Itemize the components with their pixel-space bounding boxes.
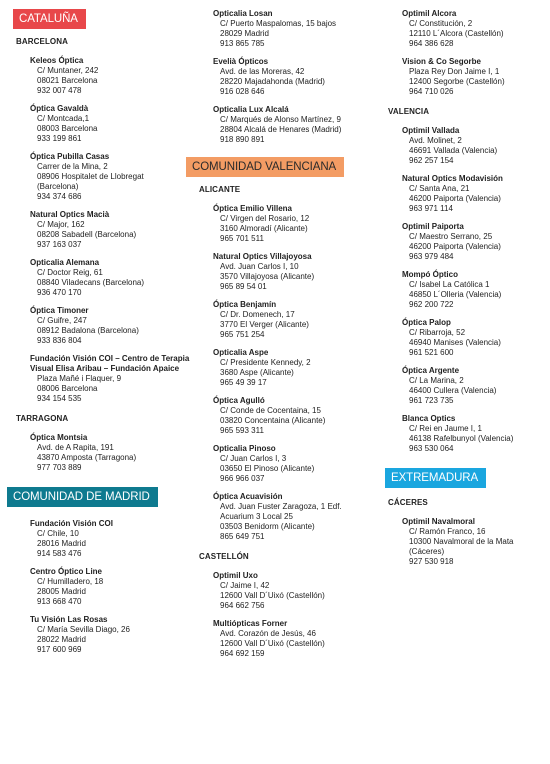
store-address-line: C/ Maestro Serrano, 25 (409, 232, 493, 241)
store-entry (402, 222, 545, 262)
entry-list (385, 9, 545, 97)
store-address-line: 28022 Madrid (37, 635, 86, 644)
store-entry (402, 126, 545, 166)
store-address-line: 08003 Barcelona (37, 124, 98, 133)
store-address-line: C/ María Sevilla Diago, 26 (37, 625, 130, 634)
store-entry (402, 517, 545, 567)
store-address-line: Avd. de las Moreras, 42 (220, 67, 305, 76)
store-entry (30, 433, 198, 473)
store-address-line: C/ Ramón Franco, 16 (409, 527, 486, 536)
store-address-line: 964 662 756 (220, 601, 265, 610)
store-address-line: C/ Dr. Domenech, 17 (220, 310, 295, 319)
store-address-line: C/ La Marina, 2 (409, 376, 464, 385)
store-entry (30, 152, 198, 202)
store-name: Vision & Co Segorbe (402, 57, 481, 66)
store-address-line: 964 710 026 (409, 87, 454, 96)
entry-list (196, 571, 376, 659)
store-address-line: Plaza Rey Don Jaime I, 1 (409, 67, 500, 76)
store-name: Óptica Emilio Villena (213, 204, 292, 213)
store-address-line: Avd. Corazón de Jesús, 46 (220, 629, 316, 638)
entry-list (385, 517, 545, 567)
store-address-line: 916 028 646 (220, 87, 265, 96)
store-address-line: 3680 Aspe (Alicante) (220, 368, 294, 377)
store-name: Optimil Paiporta (402, 222, 464, 231)
store-entry (402, 366, 545, 406)
store-address-line: 962 257 154 (409, 156, 454, 165)
store-address-line: 961 723 735 (409, 396, 454, 405)
store-address-line: 914 583 476 (37, 549, 82, 558)
store-address-line: 937 163 037 (37, 240, 82, 249)
store-address-line: C/ Conde de Cocentaina, 15 (220, 406, 321, 415)
store-address-line: 28016 Madrid (37, 539, 86, 548)
store-entry (30, 258, 198, 298)
store-name: Opticalia Losan (213, 9, 273, 18)
store-entry (30, 567, 198, 607)
store-entry (30, 519, 198, 559)
store-address-line: C/ Juan Carlos I, 3 (220, 454, 287, 463)
store-entry (213, 444, 376, 484)
store-entry (213, 57, 376, 97)
store-address-line: 12600 Vall D´Uixó (Castellón) (220, 639, 325, 648)
store-address-line: 965 593 311 (220, 426, 264, 435)
store-entry (402, 57, 545, 97)
store-address-line: 961 521 600 (409, 348, 454, 357)
store-address-line: 28005 Madrid (37, 587, 86, 596)
store-name: Óptica Timoner (30, 306, 89, 315)
store-address-line: Avd. de A Rapita, 191 (37, 443, 114, 452)
store-address-line: C/ Virgen del Rosario, 12 (220, 214, 310, 223)
store-address-line: 965 701 511 (220, 234, 264, 243)
store-address-line: 46138 Rafelbunyol (Valencia) (409, 434, 514, 443)
store-entry (213, 619, 376, 659)
store-address-line: 917 600 969 (37, 645, 82, 654)
store-address-line: Avd. Juan Fuster Zaragoza, 1 Edf. (220, 502, 342, 511)
store-name: Óptica Gavaldà (30, 104, 89, 113)
store-address-line: 08021 Barcelona (37, 76, 98, 85)
province-heading-tarragona: TARRAGONA (16, 414, 69, 423)
store-name: Óptica Argente (402, 366, 460, 375)
store-address-line: 46691 Vallada (Valencia) (409, 146, 498, 155)
store-address-line: 936 470 170 (37, 288, 82, 297)
store-address-line: 46850 L´Olleria (Valencia) (409, 290, 502, 299)
store-name: Natural Optics Villajoyosa (213, 252, 312, 261)
store-name: Óptica Pubilla Casas (30, 152, 110, 161)
store-name: Mompó Óptico (402, 270, 458, 279)
store-entry (213, 348, 376, 388)
store-name: Centro Óptico Line (30, 567, 102, 576)
store-address-line: 963 530 064 (409, 444, 454, 453)
store-address-line: Acuarium 3 Local 25 (220, 512, 293, 521)
store-address-line: 966 966 037 (220, 474, 265, 483)
store-name: Óptica Agulló (213, 396, 265, 405)
store-entry (30, 210, 198, 250)
region-heading-cataluna: CATALUÑA (13, 9, 86, 29)
entry-list (13, 519, 198, 655)
store-address-line: 08906 Hospitalet de Llobregat (37, 172, 144, 181)
store-address-line: 977 703 889 (37, 463, 82, 472)
store-entry (30, 104, 198, 144)
column-2 (192, 9, 376, 667)
store-address-line: 933 199 861 (37, 134, 82, 143)
store-address-line: 03650 El Pinoso (Alicante) (220, 464, 315, 473)
store-entry (213, 204, 376, 244)
store-entry (213, 9, 376, 49)
store-address-line: 963 971 114 (409, 204, 453, 213)
column-1 (13, 9, 198, 663)
province-heading-castellon: CASTELLÓN (199, 552, 249, 561)
store-address-line: C/ Constitución, 2 (409, 19, 473, 28)
store-name: Natural Optics Macià (30, 210, 110, 219)
store-address-line: Carrer de la Mina, 2 (37, 162, 108, 171)
store-address-line: 46200 Paiporta (Valencia) (409, 242, 501, 251)
store-name: Keleos Óptica (30, 56, 84, 65)
store-address-line: C/ Isabel La Católica 1 (409, 280, 490, 289)
store-address-line: 12400 Segorbe (Castellón) (409, 77, 505, 86)
store-name: Opticalia Alemana (30, 258, 100, 267)
store-address-line: 962 200 722 (409, 300, 454, 309)
entry-list (196, 9, 376, 145)
store-address-line: 28220 Majadahonda (Madrid) (220, 77, 325, 86)
region-heading-madrid: COMUNIDAD DE MADRID (7, 487, 158, 507)
store-entry (402, 174, 545, 214)
store-entry (213, 105, 376, 145)
store-name: Multiópticas Forner (213, 619, 288, 628)
store-address-line: C/ Presidente Kennedy, 2 (220, 358, 311, 367)
store-address-line: 10300 Navalmoral de la Mata (409, 537, 514, 546)
store-address-line: Plaza Mañé i Flaquer, 9 (37, 374, 122, 383)
store-address-line: (Cáceres) (409, 547, 445, 556)
store-address-line: Avd. Juan Carlos I, 10 (220, 262, 299, 271)
store-address-line: 46940 Manises (Valencia) (409, 338, 501, 347)
store-name: Óptica Palop (402, 318, 451, 327)
store-address-line: 08006 Barcelona (37, 384, 98, 393)
store-address-line: 12110 L´Alcora (Castellón) (409, 29, 504, 38)
store-address-line: 46200 Paiporta (Valencia) (409, 194, 501, 203)
store-entry (30, 306, 198, 346)
store-entry (30, 354, 198, 404)
store-address-line: 932 007 478 (37, 86, 82, 95)
store-address-line: 3160 Almoradí (Alicante) (220, 224, 308, 233)
store-address-line: 3770 El Verger (Alicante) (220, 320, 309, 329)
store-address-line: C/ Humilladero, 18 (37, 577, 104, 586)
store-name: Optimil Navalmoral (402, 517, 475, 526)
store-name: Fundación Visión COI (30, 519, 113, 528)
province-heading-valencia: VALENCIA (388, 107, 430, 116)
store-address-line: 964 386 628 (409, 39, 454, 48)
store-address-line: 08840 Viladecans (Barcelona) (37, 278, 145, 287)
store-address-line: C/ Major, 162 (37, 220, 85, 229)
store-address-line: C/ Puerto Maspalomas, 15 bajos (220, 19, 337, 28)
store-address-line: 934 374 686 (37, 192, 82, 201)
store-name: Óptica Acuavisión (213, 492, 283, 501)
store-name: Óptica Montsia (30, 433, 88, 442)
store-address-line: 964 692 159 (220, 649, 265, 658)
store-address-line: 927 530 918 (409, 557, 454, 566)
store-entry (213, 571, 376, 611)
region-heading-valenciana: COMUNIDAD VALENCIANA (186, 157, 344, 177)
store-address-line: 965 89 54 01 (220, 282, 267, 291)
province-heading-barcelona: BARCELONA (16, 37, 69, 46)
province-heading-caceres: CÁCERES (388, 498, 428, 507)
column-3 (385, 9, 545, 575)
store-entry (402, 9, 545, 49)
store-address-line: C/ Santa Ana, 21 (409, 184, 470, 193)
store-address-line: 28804 Alcalá de Henares (Madrid) (220, 125, 342, 134)
store-entry (213, 252, 376, 292)
entry-list (13, 433, 198, 473)
store-name: Opticalia Pinoso (213, 444, 276, 453)
entry-list (385, 126, 545, 454)
store-address-line: 934 154 535 (37, 394, 82, 403)
store-address-line: C/ Chile, 10 (37, 529, 79, 538)
store-address-line: 963 979 484 (409, 252, 454, 261)
store-entry (213, 396, 376, 436)
store-entry (213, 492, 376, 542)
region-heading-extremadura: EXTREMADURA (385, 468, 486, 488)
store-entry (402, 270, 545, 310)
store-address-line: 3570 Villajoyosa (Alicante) (220, 272, 315, 281)
store-address-line: 913 668 470 (37, 597, 82, 606)
store-address-line: (Barcelona) (37, 182, 79, 191)
store-name: Optimil Alcora (402, 9, 457, 18)
entry-list (196, 204, 376, 542)
store-address-line: C/ Marqués de Alonso Martínez, 9 (220, 115, 341, 124)
store-address-line: C/ Guifre, 247 (37, 316, 87, 325)
store-address-line: 43870 Amposta (Tarragona) (37, 453, 137, 462)
store-address-line: C/ Muntaner, 242 (37, 66, 99, 75)
store-entry (30, 56, 198, 96)
store-address-line: C/ Doctor Reig, 61 (37, 268, 103, 277)
store-address-line: 46400 Cullera (Valencia) (409, 386, 497, 395)
store-name: Optimil Uxo (213, 571, 258, 580)
store-address-line: C/ Rei en Jaume I, 1 (409, 424, 482, 433)
store-name: Natural Optics Modavisión (402, 174, 503, 183)
store-entry (213, 300, 376, 340)
province-heading-alicante: ALICANTE (199, 185, 241, 194)
store-address-line: 28029 Madrid (220, 29, 269, 38)
store-address-line: C/ Ribarroja, 52 (409, 328, 466, 337)
store-address-line: 918 890 891 (220, 135, 265, 144)
store-name: Optimil Vallada (402, 126, 460, 135)
store-entry (402, 318, 545, 358)
store-address-line: Avd. Molinet, 2 (409, 136, 462, 145)
store-address-line: 12600 Vall D´Uixó (Castellón) (220, 591, 325, 600)
store-address-line: 08208 Sabadell (Barcelona) (37, 230, 137, 239)
store-entry (402, 414, 545, 454)
store-address-line: 933 836 804 (37, 336, 82, 345)
entry-list (13, 56, 198, 404)
store-entry (30, 615, 198, 655)
store-name: Opticalia Lux Alcalá (213, 105, 289, 114)
store-address-line: 08912 Badalona (Barcelona) (37, 326, 139, 335)
store-name: Óptica Benjamín (213, 300, 277, 309)
store-address-line: 03820 Concentaina (Alicante) (220, 416, 326, 425)
store-name: Evelià Ópticos (213, 57, 269, 66)
store-name: Fundación Visión COI – Centro de Terapia Visual Elisa Aribau – Fundación Apaice (30, 354, 190, 373)
store-address-line: C/ Jaime I, 42 (220, 581, 270, 590)
store-name: Tu Visión Las Rosas (30, 615, 108, 624)
store-address-line: 865 649 751 (220, 532, 265, 541)
store-name: Blanca Optics (402, 414, 456, 423)
store-address-line: 965 751 254 (220, 330, 265, 339)
store-address-line: 913 865 785 (220, 39, 265, 48)
store-address-line: 03503 Benidorm (Alicante) (220, 522, 315, 531)
store-name: Opticalia Aspe (213, 348, 269, 357)
store-address-line: 965 49 39 17 (220, 378, 267, 387)
store-address-line: C/ Montcada,1 (37, 114, 90, 123)
